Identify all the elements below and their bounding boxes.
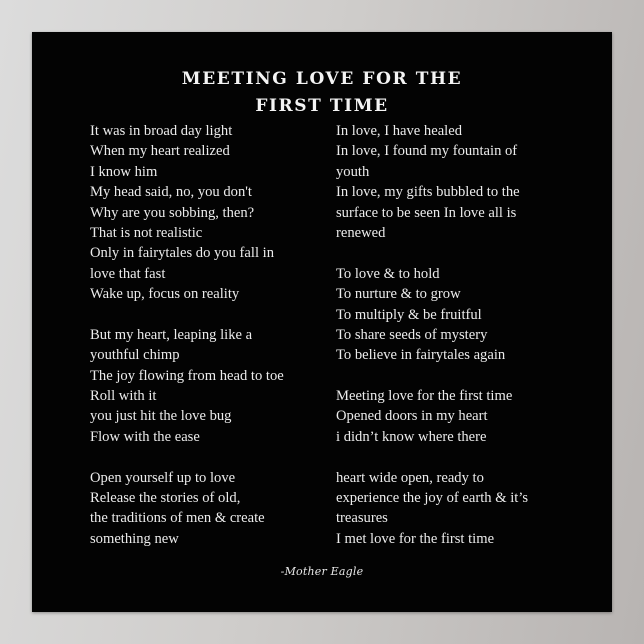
stanza-break bbox=[336, 447, 586, 467]
poem-line: Meeting love for the first time bbox=[336, 388, 513, 405]
poem-line: Wake up, focus on reality bbox=[90, 286, 240, 303]
poem-line: Only in fairytales do you fall in bbox=[90, 245, 275, 262]
poem-line: But my heart, leaping like a bbox=[90, 326, 253, 343]
poem-line: something new bbox=[90, 530, 179, 547]
poem-line: the traditions of men & create bbox=[90, 510, 265, 527]
poem-title bbox=[32, 66, 612, 120]
poem-line: Opened doors in my heart bbox=[336, 408, 488, 425]
poem-line: you just hit the love bug bbox=[90, 408, 232, 425]
poem-line: To believe in fairytales again bbox=[336, 347, 506, 364]
poem-line: surface to be seen In love all is bbox=[336, 204, 517, 221]
poem-line: love that fast bbox=[90, 265, 166, 282]
author-signature: -Mother Eagle bbox=[280, 565, 364, 578]
poem-line: youthful chimp bbox=[90, 347, 180, 364]
poem-line: That is not realistic bbox=[90, 224, 203, 241]
poem-line: I know him bbox=[90, 163, 158, 180]
title-line-1: MEETING LOVE FOR THE bbox=[181, 69, 463, 89]
stanza-break bbox=[90, 305, 340, 325]
poem-line: In love, I have healed bbox=[336, 123, 463, 139]
stanza-break bbox=[90, 447, 340, 467]
poem-line: i didn’t know where there bbox=[336, 428, 487, 445]
poem-line: It was in broad day light bbox=[90, 123, 233, 139]
stanza-break bbox=[336, 243, 586, 263]
poem-line: heart wide open, ready to bbox=[336, 469, 484, 486]
poem-line: Flow with the ease bbox=[90, 428, 200, 445]
poem-line: When my heart realized bbox=[90, 143, 230, 160]
poem-line: Release the stories of old, bbox=[90, 490, 241, 507]
poem-line: To love & to hold bbox=[336, 265, 440, 282]
poem-line: renewed bbox=[336, 224, 386, 241]
poem-line: experience the joy of earth & it’s bbox=[336, 490, 529, 507]
poem-line: Why are you sobbing, then? bbox=[90, 204, 255, 221]
poem-line: In love, my gifts bubbled to the bbox=[336, 184, 520, 201]
poem-line: I met love for the first time bbox=[336, 530, 495, 547]
left-column bbox=[90, 121, 340, 549]
poem-line: Open yourself up to love bbox=[90, 469, 236, 486]
title-line-2: FIRST TIME bbox=[255, 96, 389, 116]
poem-line: To share seeds of mystery bbox=[336, 326, 488, 343]
poem-line: To multiply & be fruitful bbox=[336, 306, 482, 323]
poem-line: The joy flowing from head to toe bbox=[90, 367, 284, 384]
stanza-break bbox=[336, 366, 586, 386]
poem-line: In love, I found my fountain of bbox=[336, 143, 518, 160]
poem-line: Roll with it bbox=[90, 388, 157, 405]
poem-line: To nurture & to grow bbox=[336, 286, 461, 303]
poem-line: treasures bbox=[336, 510, 388, 527]
right-column bbox=[336, 121, 586, 549]
poem-poster bbox=[32, 32, 612, 612]
poem-line: My head said, no, you don't bbox=[90, 184, 252, 201]
poem-line: youth bbox=[336, 163, 370, 180]
